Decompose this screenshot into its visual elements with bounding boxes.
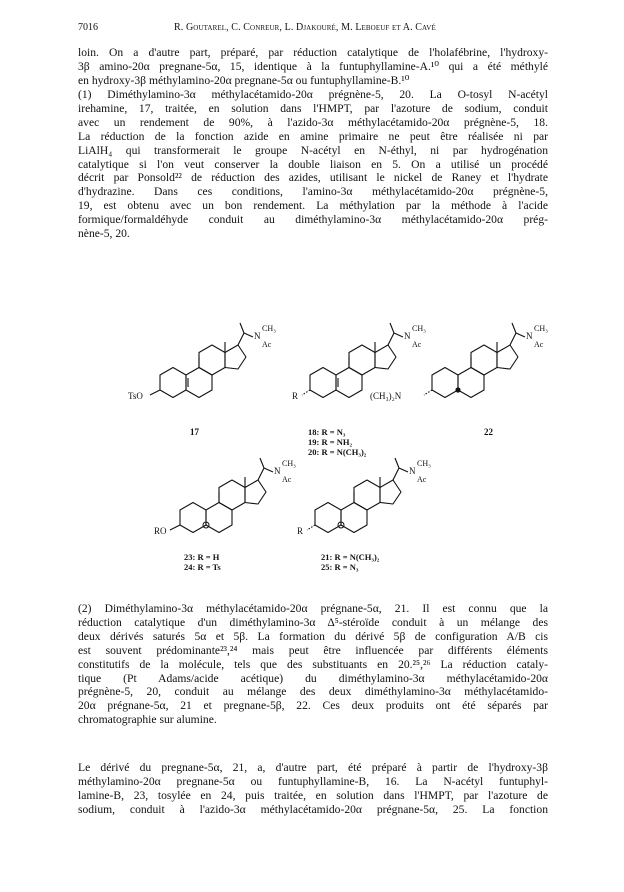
text-line: loin. On a d'autre part, préparé, par réduction catalytique de l'holafébrine, l'hydroxy- bbox=[78, 46, 548, 59]
text-line: 3β amino-20α pregnane-5α, 15, identique à la funtuphyllamine-A.¹⁰ qui a été méthylé bbox=[78, 59, 548, 73]
ac-group: Ac bbox=[412, 340, 422, 349]
text-line: formique/formaldéhyde conduit au diméthylamino-3α méthylacétamido-20α prég- bbox=[78, 213, 548, 227]
ch3-group: CH₃ bbox=[534, 324, 548, 333]
ch3-group: CH₃ bbox=[282, 459, 296, 468]
ac-group: Ac bbox=[282, 475, 292, 484]
structure-17 bbox=[128, 323, 276, 437]
paragraph-section-2 bbox=[78, 602, 548, 727]
compound-list-23-24-b: 24: R = Ts bbox=[184, 562, 221, 572]
r-group: R bbox=[292, 391, 299, 401]
text-line: 19, est obtenu avec un bon rendement. La méthylation par la méthode à l'acide bbox=[78, 199, 548, 213]
text-line: chromatographie sur alumine. bbox=[78, 713, 217, 727]
text-line: (1) Diméthylamino-3α méthylacétamido-20α prégnène-5, 20. La O-tosyl N-acétyl bbox=[78, 88, 548, 101]
text-line: réduction catalytique d'un diméthylamino-3α Δ⁵-stéroïde conduit à un mélange des bbox=[78, 615, 548, 629]
structure-23-24 bbox=[154, 458, 296, 572]
text-line: irehamine, 17, traitée, en solution dans l'HMPT, par l'azoture de sodium, conduit bbox=[78, 101, 548, 115]
n-atom: N bbox=[404, 331, 411, 341]
compound-label-22: 22 bbox=[484, 427, 493, 437]
text-line: deux dérivés saturés 5α et 5β. La formation du dérivé 5β de configuration A/B cis bbox=[78, 629, 548, 643]
n-atom: N bbox=[526, 331, 533, 341]
page-number: 7016 bbox=[78, 22, 98, 33]
structure-scheme bbox=[120, 315, 560, 590]
running-header bbox=[78, 22, 548, 36]
n-atom: N bbox=[409, 466, 416, 476]
structure-18-20 bbox=[292, 323, 426, 457]
text-line: LiAlH₄ qui transformerait le groupe N-acétyl en N-éthyl, ni par hydrogénation bbox=[78, 143, 548, 157]
text-line: (2) Diméthylamino-3α méthylacétamido-20α prégnane-5α, 21. Il est connu que la bbox=[78, 602, 548, 615]
paragraph-section-1 bbox=[78, 88, 548, 241]
text-line: catalytique si l'on veut conserver la double liaison en 5. On a utilisé un procédé bbox=[78, 157, 548, 171]
r-group: R bbox=[297, 526, 304, 536]
n-atom: N bbox=[254, 331, 261, 341]
text-line: Le dérivé du pregnane-5α, 21, a, d'autre part, été préparé à partir de l'hydroxy-3β bbox=[78, 761, 548, 774]
structure-22 bbox=[370, 323, 548, 437]
text-line: La réduction de la fonction azide en amine primaire ne peut être réalisée ni par bbox=[78, 129, 548, 143]
text-line: 20α prégnane-5α, 21 et pregnane-5β, 22. Ces deux produits ont été séparés par bbox=[78, 699, 548, 713]
text-line: tique (Pt Adams/acide acétique) du diméthylamino-3α méthylacétamido-20α bbox=[78, 671, 548, 685]
paragraph-continuation bbox=[78, 761, 548, 817]
text-line: constitutifs de la molécule, tels que des substituants en 20.²⁵,²⁶ La réduction cataly- bbox=[78, 657, 548, 671]
compound-list-21-25-a: 21: R = N(CH₃)₂ bbox=[321, 552, 380, 562]
text-line: prégnène-5, 20, conduit au mélange des deux diméthylamino-3α méthylacétamido- bbox=[78, 685, 548, 699]
structure-21-25 bbox=[297, 458, 431, 572]
compound-list-21-25-b: 25: R = N₃ bbox=[321, 562, 359, 572]
text-line: nène-5, 20. bbox=[78, 227, 130, 241]
compound-list-23-24-a: 23: R = H bbox=[184, 552, 220, 562]
compound-list-18-20-b: 19: R = NH₂ bbox=[308, 437, 352, 447]
compound-list-18-20-c: 20: R = N(CH₃)₂ bbox=[308, 447, 367, 457]
running-authors: R. Goutarel, C. Conreur, L. Djakouré, M. Leboeuf et A. Cavé bbox=[174, 22, 436, 33]
text-line: est souvent prédominante²³,²⁴ mais peut être influencée par différents éléments bbox=[78, 643, 548, 657]
ch3-group: CH₃ bbox=[412, 324, 426, 333]
text-line: décrit par Ponsold²² de réduction des azides, utilisant le nickel de Raney et l'hydrate bbox=[78, 171, 548, 185]
text-line: en hydroxy-3β méthylamino-20α pregnane-5α ou funtuphyllamine-B.¹⁰ bbox=[78, 73, 410, 87]
paragraph-intro bbox=[78, 46, 548, 88]
ch3-group: CH₃ bbox=[417, 459, 431, 468]
ac-group: Ac bbox=[262, 340, 272, 349]
text-line: d'hydrazine. Dans ces conditions, l'amino-3α méthylacétamido-20α prégnène-5, bbox=[78, 185, 548, 199]
dimethylamino-group: (CH₃)₂N bbox=[370, 391, 402, 401]
text-line: avec un rendement de 90%, à l'azido-3α méthylacétamido-20α prégnène-5, 18. bbox=[78, 115, 548, 129]
compound-label-17: 17 bbox=[190, 427, 199, 437]
compound-list-18-20-a: 18: R = N₃ bbox=[308, 427, 346, 437]
text-line: lamine-B, 23, tosylée en 24, puis traitée, en solution dans l'HMPT, par l'azoture de bbox=[78, 788, 548, 802]
ch3-group: CH₃ bbox=[262, 324, 276, 333]
text-line: méthylamino-20α pregnane-5α ou funtuphyllamine-B, 16. La N-acétyl funtuphyl- bbox=[78, 774, 548, 788]
ac-group: Ac bbox=[417, 475, 427, 484]
ro-group: RO bbox=[154, 526, 167, 536]
text-line: sodium, conduit à l'azido-3α méthylacétamido-20α prégnane-5α, 25. La fonction bbox=[78, 802, 548, 816]
n-atom: N bbox=[274, 466, 281, 476]
tso-group: TsO bbox=[128, 391, 143, 401]
ac-group: Ac bbox=[534, 340, 544, 349]
